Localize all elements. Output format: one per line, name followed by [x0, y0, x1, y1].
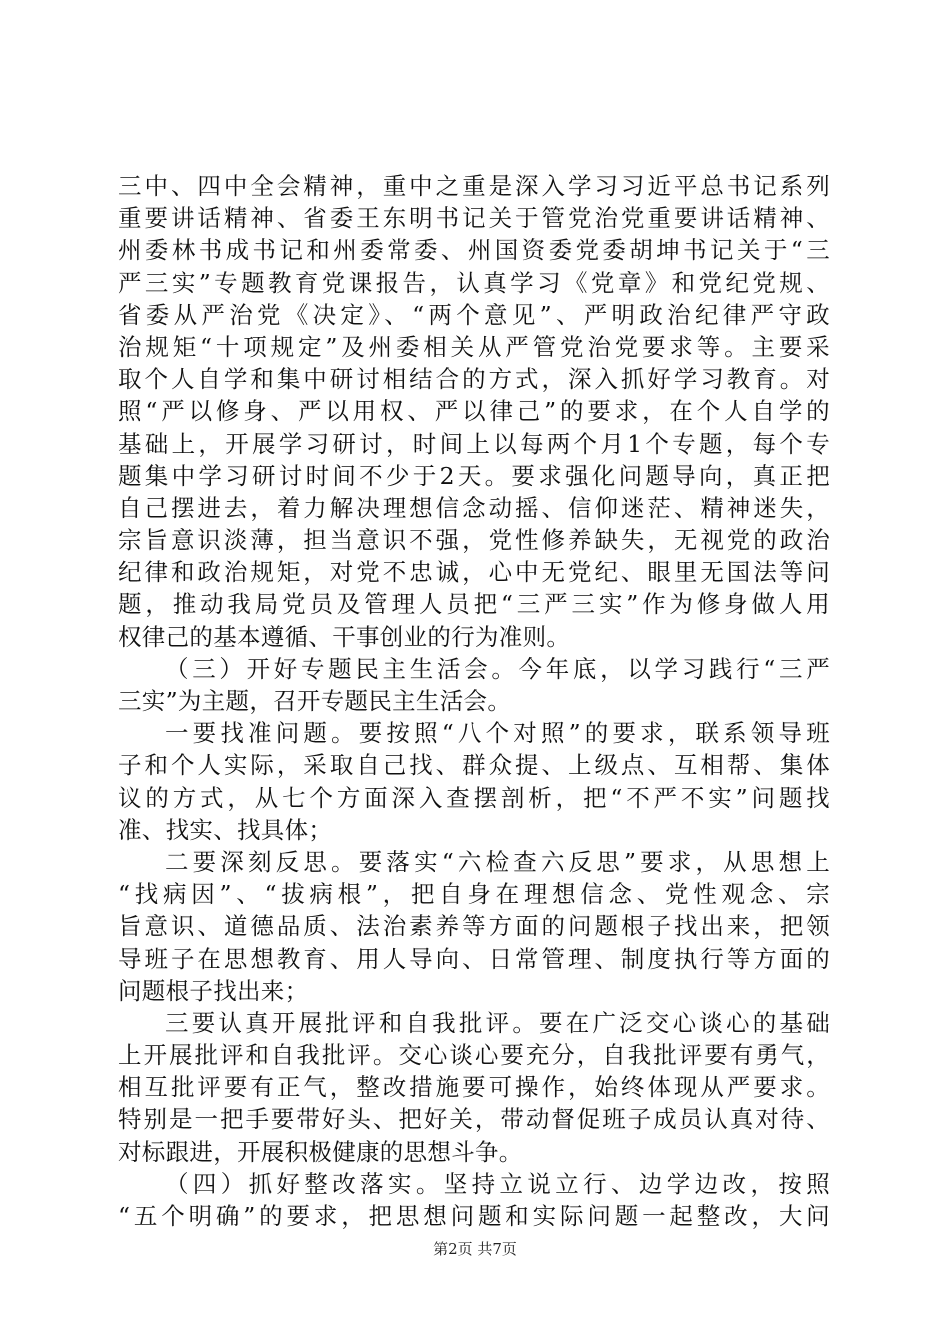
- text-line: 三要认真开展批评和自我批评。要在广泛交心谈心的基础: [165, 1008, 830, 1037]
- text-line: 导班子在思想教育、用人导向、日常管理、制度执行等方面的: [118, 944, 830, 973]
- page-footer: 第2页 共7页: [433, 1240, 517, 1258]
- text-line: 治规矩“十项规定”及州委相关从严管党治党要求等。主要采: [118, 332, 830, 361]
- text-line: 自己摆进去，着力解决理想信念动摇、信仰迷茫、精神迷失，: [118, 493, 830, 522]
- text-line: 照“严以修身、严以用权、严以律己”的要求，在个人自学的: [118, 397, 830, 426]
- text-line: 基础上，开展学习研讨，时间上以每两个月1个专题，每个专: [118, 429, 830, 458]
- document-body: [118, 170, 830, 1232]
- text-line: 相互批评要有正气，整改措施要可操作，始终体现从严要求。: [118, 1073, 830, 1102]
- text-line: 纪律和政治规矩，对党不忠诚，心中无党纪、眼里无国法等问: [118, 558, 830, 587]
- text-line: 题，推动我局党员及管理人员把“三严三实”作为修身做人用: [118, 590, 830, 619]
- text-line: 准、找实、找具体；: [118, 815, 333, 844]
- text-line: 权律己的基本遵循、干事创业的行为准则。: [118, 622, 571, 651]
- text-line: 题集中学习研讨时间不少于2天。要求强化问题导向，真正把: [118, 461, 830, 490]
- text-line: 重要讲话精神、省委王东明书记关于管党治党重要讲话精神、: [118, 204, 830, 233]
- text-line: 州委林书成书记和州委常委、州国资委党委胡坤书记关于“三: [118, 236, 830, 265]
- text-line: 问题根子找出来；: [118, 976, 309, 1005]
- text-line: 特别是一把手要带好头、把好关，带动督促班子成员认真对待、: [118, 1105, 830, 1134]
- text-line: 省委从严治党《决定》、“两个意见”、严明政治纪律严守政: [118, 300, 830, 329]
- text-line: 一要找准问题。要按照“八个对照”的要求，联系领导班: [165, 719, 830, 748]
- text-line: 三中、四中全会精神，重中之重是深入学习习近平总书记系列: [118, 172, 830, 200]
- text-line: 三实”为主题，召开专题民主生活会。: [118, 687, 512, 715]
- text-line: 宗旨意识淡薄，担当意识不强，党性修养缺失，无视党的政治: [118, 526, 830, 555]
- text-line: 议的方式，从七个方面深入查摆剖析，把“不严不实”问题找: [118, 783, 830, 812]
- text-line: 取个人自学和集中研讨相结合的方式，深入抓好学习教育。对: [118, 365, 830, 394]
- text-line: （三）开好专题民主生活会。今年底，以学习践行“三严: [165, 654, 830, 683]
- text-line: 二要深刻反思。要落实“六检查六反思”要求，从思想上: [165, 847, 830, 876]
- text-line: 子和个人实际，采取自己找、群众提、上级点、互相帮、集体: [118, 751, 830, 780]
- text-line: 严三实”专题教育党课报告，认真学习《党章》和党纪党规、: [118, 268, 830, 297]
- text-line: “五个明确”的要求，把思想问题和实际问题一起整改，大问: [118, 1202, 830, 1230]
- text-line: “找病因”、“拔病根”，把自身在理想信念、党性观念、宗: [118, 880, 830, 909]
- text-line: （四）抓好整改落实。坚持立说立行、边学边改，按照: [165, 1169, 830, 1198]
- text-line: 旨意识、道德品质、法治素养等方面的问题根子找出来，把领: [118, 912, 830, 941]
- text-line: 上开展批评和自我批评。交心谈心要充分，自我批评要有勇气，: [118, 1041, 830, 1070]
- text-line: 对标跟进，开展积极健康的思想斗争。: [118, 1137, 523, 1166]
